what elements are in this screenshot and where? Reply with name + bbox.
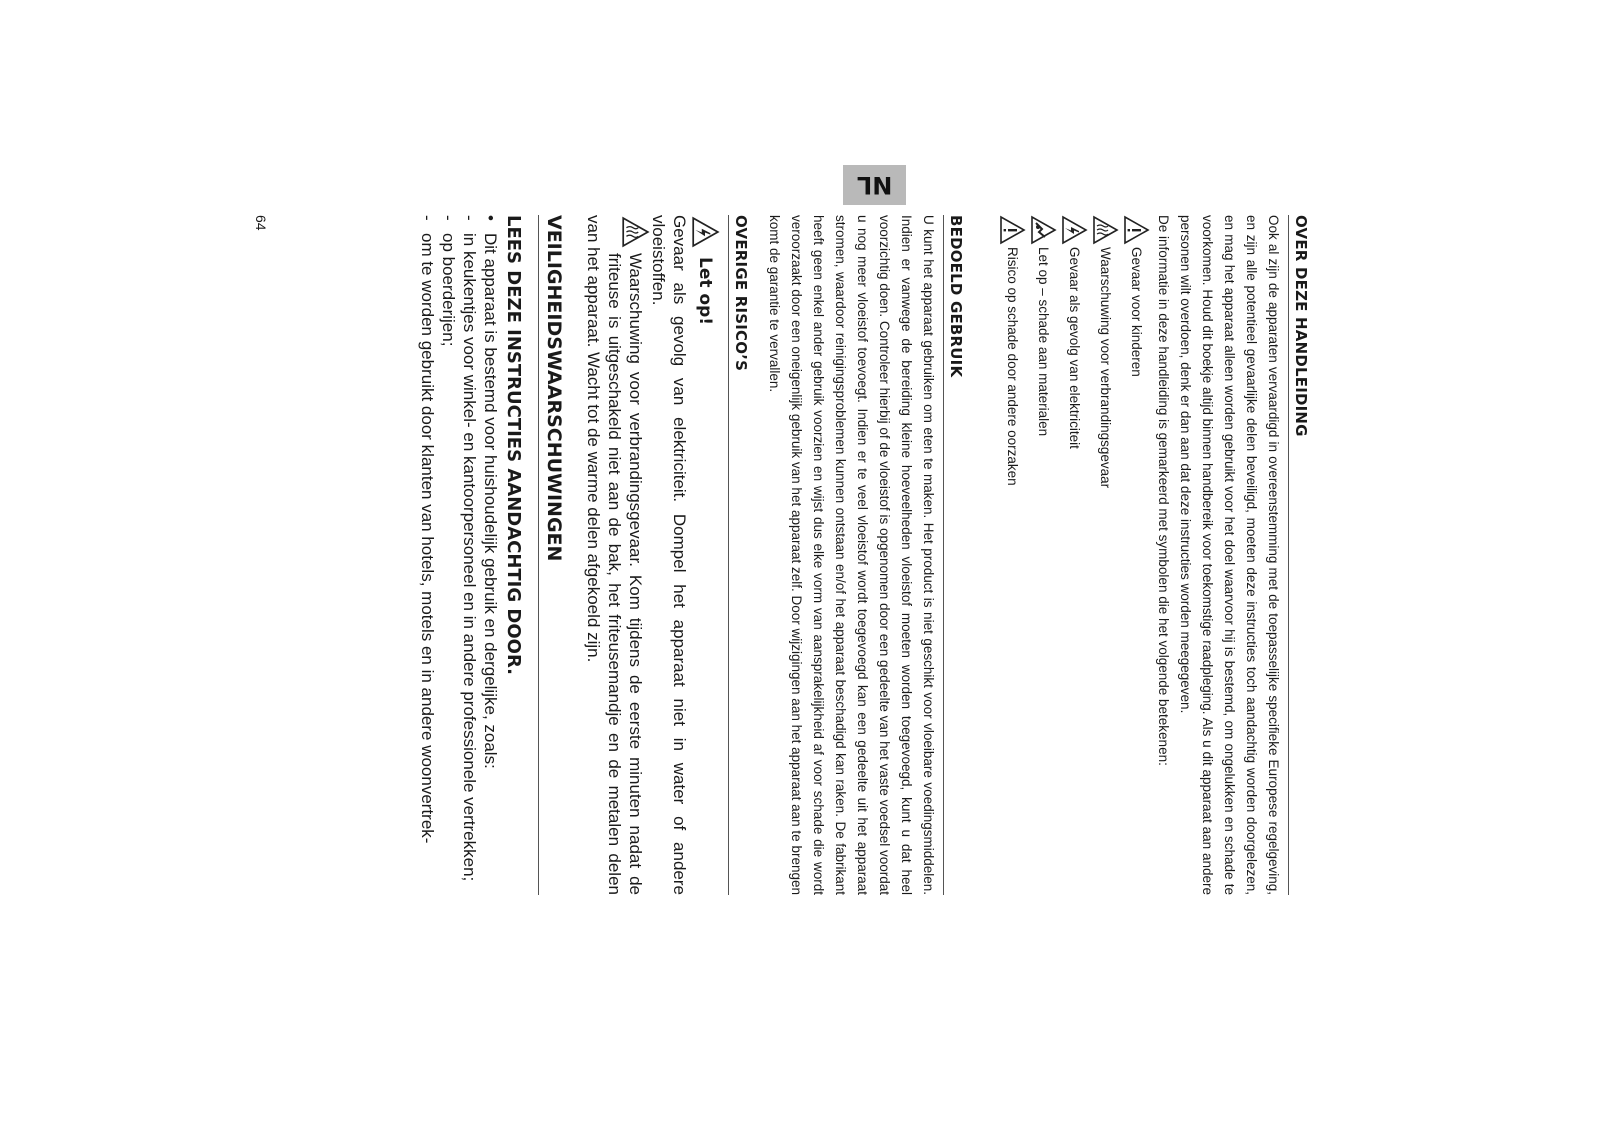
symbol-legend-item [1028,215,1059,895]
about-manual-section [997,215,1310,895]
list-item-text: op boerderijen; [439,233,458,347]
symbol-label: Waarschuwing voor verbrandingsgevaar [1098,247,1114,489]
list-item [459,215,480,895]
electric-warning-icon [690,215,720,249]
language-tab [843,165,906,205]
electric-warning-icon [1061,215,1089,245]
safety-warnings-title: VEILIGHEIDSWAARSCHUWINGEN [538,215,565,895]
list-item-text: in keukentjes voor winkel- en kantoorpersoneel en in andere professionele vertrekken; [460,233,479,882]
other-risks-section [583,215,750,895]
list-item [417,215,438,895]
manual-page [250,215,1310,895]
list-marker: - [418,215,437,221]
electric-warning-text: Gevaar als gevolg van elektriciteit. Dompel het apparaat niet in water of andere vloeistoffen. [649,215,689,895]
symbols-intro: De informatie in deze handleiding is gemarkeerd met symbolen die het volgende betekenen: [1156,215,1171,766]
read-instructions-title: LEES DEZE INSTRUCTIES AANDACHTIG DOOR. [503,215,524,676]
attention-heading: Let op! [695,257,715,326]
about-manual-title: OVER DEZE HANDLEIDING [1288,215,1310,895]
burn-warning-icon [1092,215,1120,245]
list-marker: - [439,215,458,221]
attention-block [583,215,720,895]
list-item [480,215,501,895]
symbol-legend-item [1059,215,1090,895]
list-marker: - [460,215,479,221]
burn-warning-icon [620,215,650,249]
burn-warning-paragraph [583,215,646,895]
symbol-label: Let op – schade aan materialen [1036,247,1052,437]
symbol-legend-item [1090,215,1121,895]
symbol-label: Gevaar voor kinderen [1129,247,1145,377]
list-item-text: om te worden gebruikt door klanten van hotels, motels en in andere woonvertrek- [418,233,437,844]
list-item [438,215,459,895]
intended-use-body: U kunt het apparaat gebruiken om eten te maken. Het product is niet geschikt voor vloeibare voedingsmiddelen. Indien er vanwege de bereiding kleine hoeveelheden vloeistof moeten worden toegevoegd, kunt u dat heel voorzichtig doen. Controleer hierbij of de vloeistof is opgenomen door een gedeelte van het vaste voedsel voordat u nog meer vloeistof toevoegt. Indien er te veel vloeistof wordt toegevoegd kan een gedeelte uit het apparaat stromen, waardoor reinigingsproblemen kunnen ontstaan en/of het apparaat beschadigd kan raken. De fabrikant heeft geen enkel ander gebruik voorzien en wijst dus elke vorm van aansprakelijkheid af voor schade die wordt veroorzaakt door een oneigenlijk gebruik van het apparaat zelf. Door wijzigingen aan het apparaat aan te brengen komt de garantie te vervallen. [767,215,936,895]
symbol-legend-list [997,215,1152,895]
safety-warnings-section [417,215,565,895]
page-number: 64 [253,215,269,231]
list-marker: • [481,215,500,221]
list-item-text: Dit apparaat is bestemd voor huishoudelijk gebruik en dergelijke, zoals: [481,233,500,769]
symbol-legend-item [1121,215,1152,895]
symbol-label: Risico op schade door andere oorzaken [1005,247,1021,486]
general-warning-icon [999,215,1027,245]
about-manual-body: Ook al zijn de apparaten vervaardigd in overeenstemming met de toepasselijke specifieke Europese regelgeving, en zijn alle potentieel gevaarlijke delen beveiligd, moeten deze instructies toch aandachtig worden doorgelezen, en mag het apparaat alleen worden gebruikt voor het doel waarvoor hij is bestemd, om ongelukken en schade te voorkomen. Houd dit boekje altijd binnen handbereik voor toekomstige raadpleging. Als u dit apparaat aan andere personen wilt overdoen, denk er dan aan dat deze instructies worden meegegeven. [1178,215,1281,895]
other-risks-title: OVERIGE RISICO’S [728,215,750,895]
children-warning-icon [1123,215,1151,245]
symbol-legend-item [997,215,1028,895]
symbol-label: Gevaar als gevolg van elektriciteit [1067,247,1083,449]
attention-heading-row [690,215,720,895]
burn-warning-text: Waarschuwing voor verbrandingsgevaar. Kom tijdens de eerste minuten nadat de friteuse is uitgeschakeld niet aan de bak, het friteusemandje en de metalen delen van het apparaat. Wacht tot de warme delen afgekoeld zijn. [584,215,645,895]
material-damage-icon [1030,215,1058,245]
intended-use-title: BEDOELD GEBRUIK [943,215,965,895]
language-tab-label: NL [856,171,893,199]
intended-use-section [763,215,965,895]
safety-list [417,215,501,895]
